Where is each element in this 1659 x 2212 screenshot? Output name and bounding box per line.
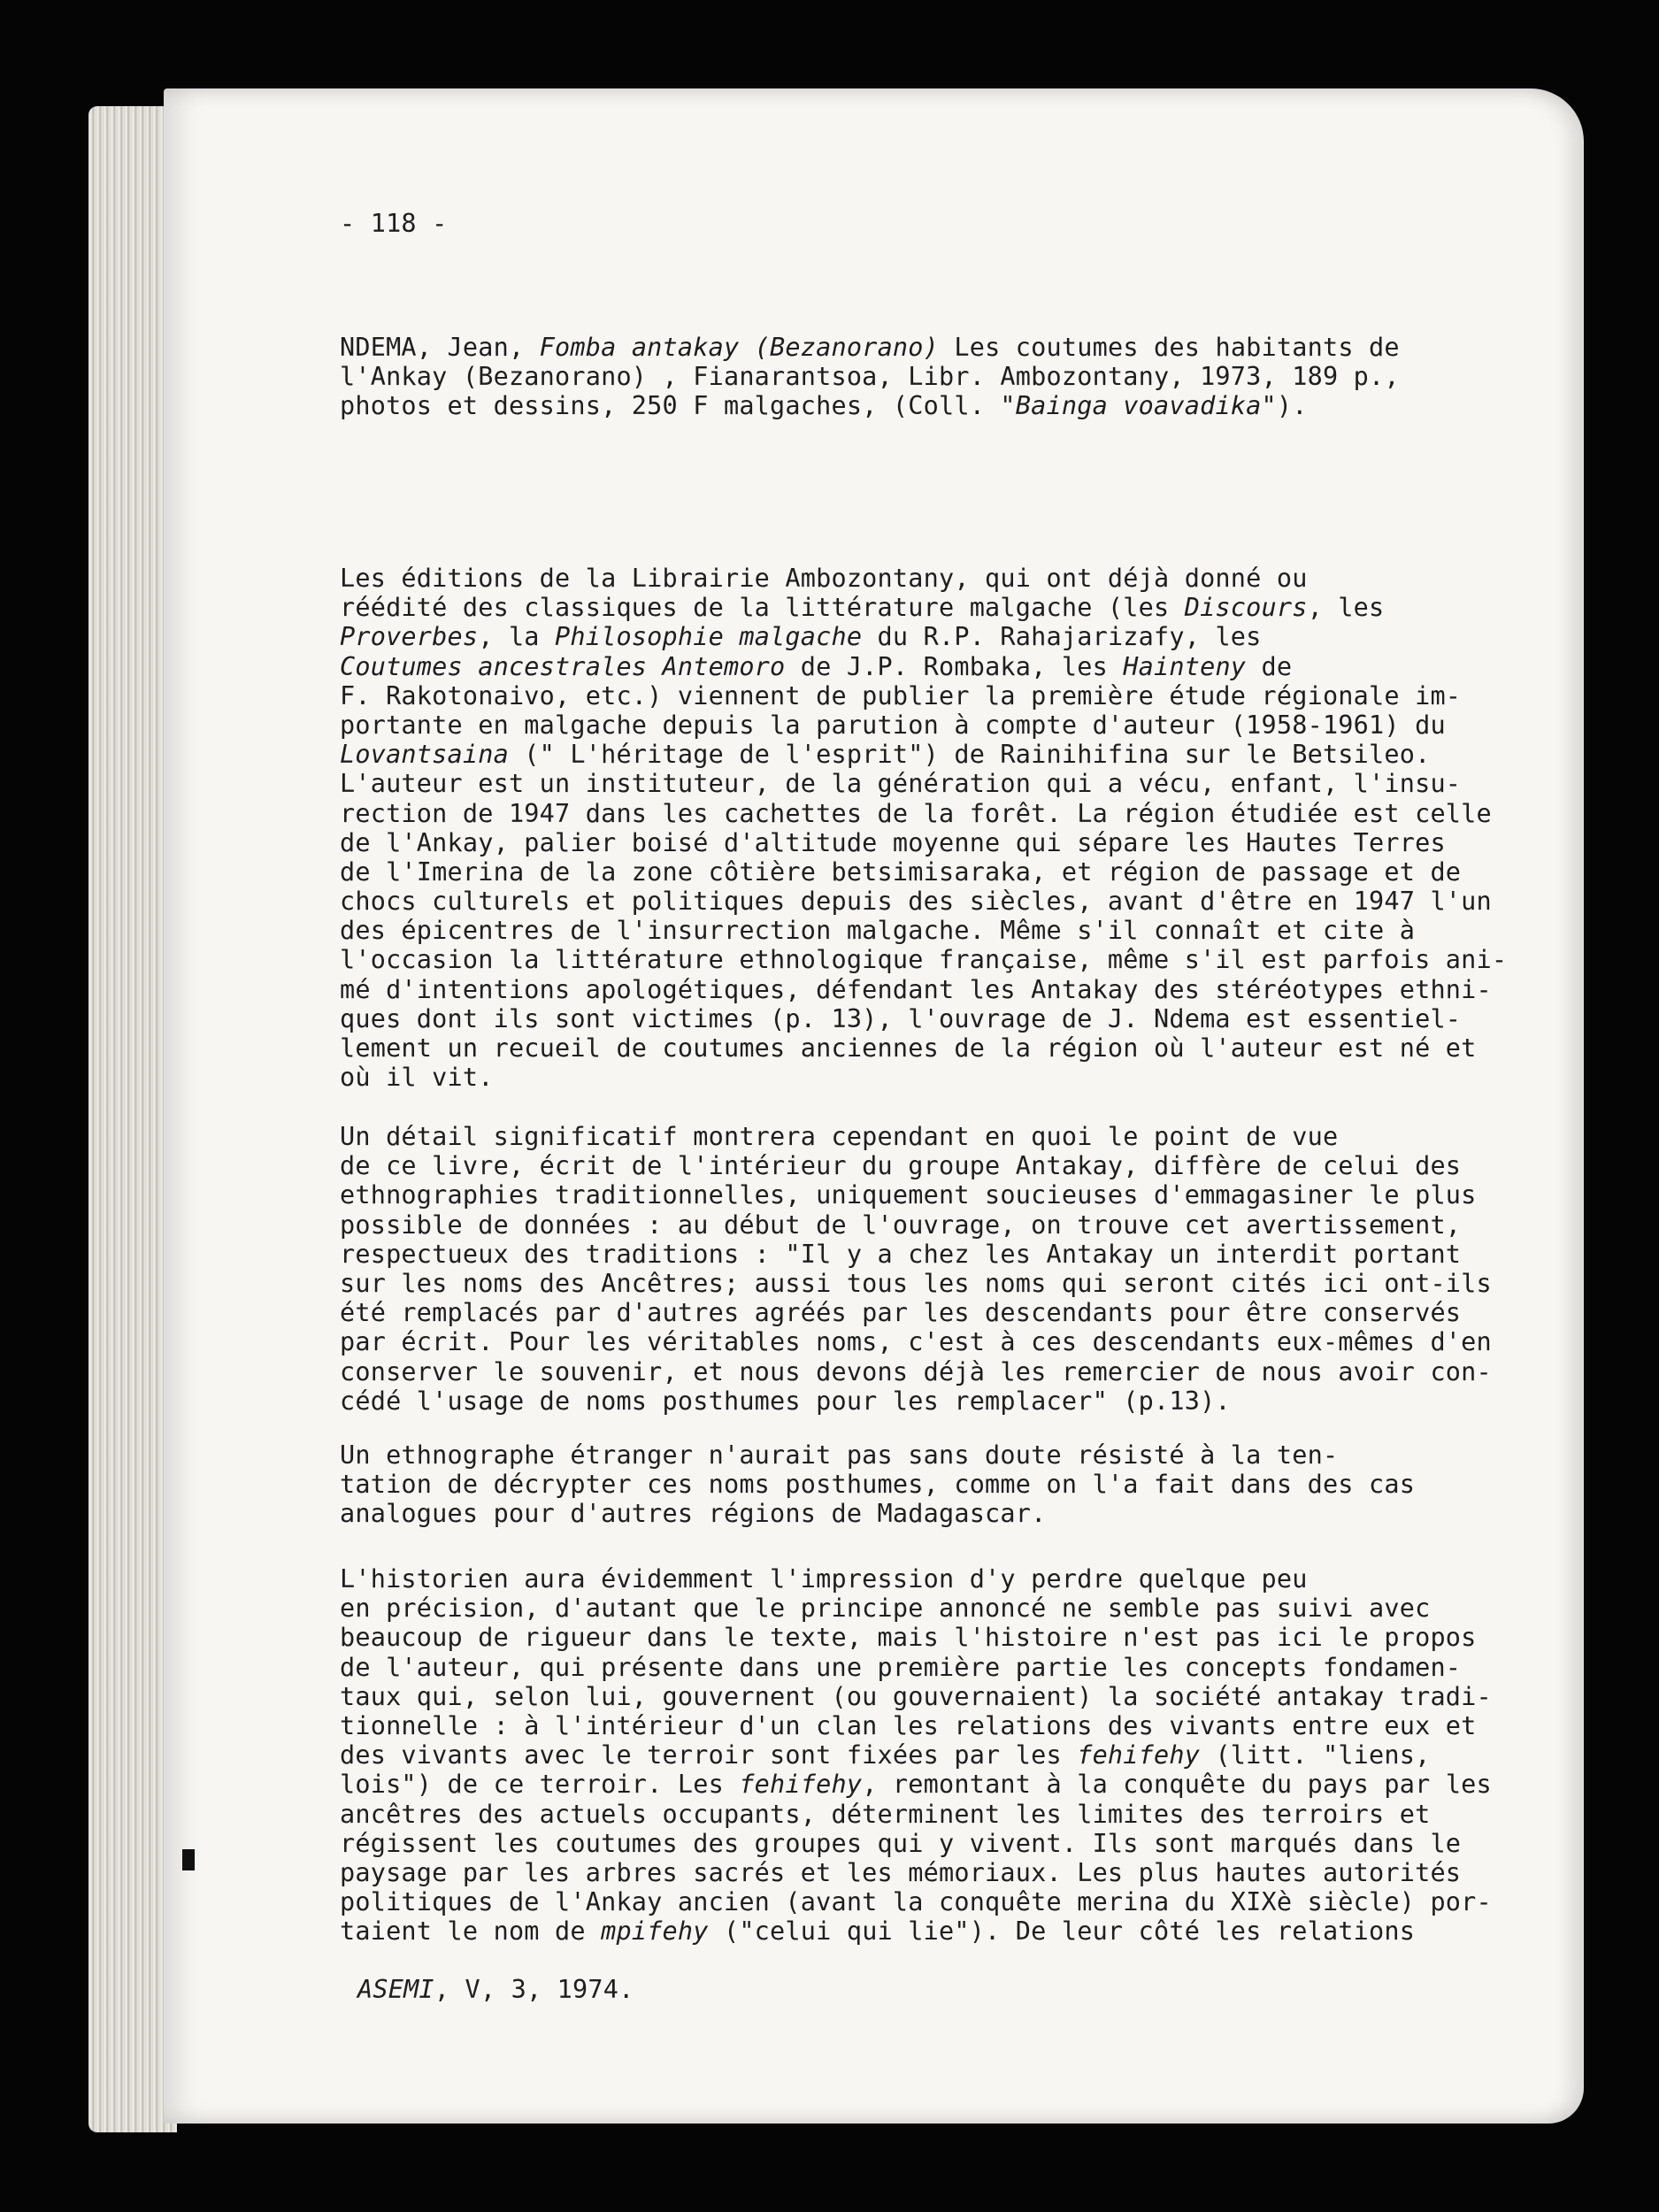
- document-page: [164, 88, 1584, 2124]
- text-line: ethnographies traditionnelles, uniquement soucieuses d'emmagasiner le plus: [340, 1180, 1477, 1210]
- text-line: l'occasion la littérature ethnologique française, même s'il est parfois ani-: [340, 945, 1508, 975]
- text-line: de ce livre, écrit de l'intérieur du groupe Antakay, diffère de celui des: [340, 1151, 1462, 1181]
- text-line: L'historien aura évidemment l'impression d'y perdre quelque peu: [340, 1564, 1308, 1594]
- journal-issue: , V, 3, 1974.: [434, 1975, 634, 2004]
- text-line: où il vit.: [340, 1063, 494, 1093]
- paragraph-2: [340, 1122, 1492, 1416]
- text-line: lement un recueil de coutumes anciennes de la région où l'auteur est né et: [340, 1033, 1477, 1063]
- text-line: taient le nom de mpifehy ("celui qui lie"). De leur côté les relations: [340, 1916, 1416, 1947]
- text-line: tionnelle : à l'intérieur d'un clan les relations des vivants entre eux et: [340, 1710, 1477, 1740]
- text-line: F. Rakotonaivo, etc.) viennent de publier la première étude régionale im-: [340, 680, 1462, 710]
- text-line: politiques de l'Ankay ancien (avant la conquête merina du XIXè siècle) por-: [340, 1887, 1492, 1917]
- text-line: réédité des classiques de la littérature malgache (les Discours, les: [340, 593, 1385, 623]
- text-line: paysage par les arbres sacrés et les mémoriaux. Les plus hautes autorités: [340, 1857, 1462, 1887]
- citation-line-3: photos et dessins, 250 F malgaches, (Coll. "Bainga voavadika").: [340, 391, 1308, 421]
- text-line: par écrit. Pour les véritables noms, c'est à ces descendants eux-mêmes d'en: [340, 1327, 1492, 1357]
- paragraph-4: [340, 1564, 1492, 1946]
- paragraph-3: [340, 1440, 1415, 1529]
- text-line: Un ethnographe étranger n'aurait pas sans doute résisté à la ten-: [340, 1440, 1339, 1470]
- journal-footer: [357, 1975, 634, 2004]
- text-line: L'auteur est un instituteur, de la génération qui a vécu, enfant, l'insu-: [340, 769, 1462, 799]
- text-line: tation de décrypter ces noms posthumes, comme on l'a fait dans des cas: [340, 1470, 1416, 1500]
- text-line: analogues pour d'autres régions de Madagascar.: [340, 1499, 1047, 1529]
- text-line: portante en malgache depuis la parution à compte d'auteur (1958-1961) du: [340, 710, 1446, 740]
- text-line: de l'Imerina de la zone côtière betsimisaraka, et région de passage et de: [340, 856, 1462, 887]
- text-line: en précision, d'autant que le principe annoncé ne semble pas suivi avec: [340, 1594, 1431, 1624]
- text-line: régissent les coutumes des groupes qui y vivent. Ils sont marqués dans le: [340, 1828, 1462, 1858]
- text-line: Coutumes ancestrales Antemoro de J.P. Rombaka, les Hainteny de: [340, 651, 1293, 681]
- journal-name: ASEMI: [357, 1975, 434, 2004]
- text-line: ques dont ils sont victimes (p. 13), l'ouvrage de J. Ndema est essentiel-: [340, 1003, 1462, 1033]
- binding-mark: [182, 1849, 195, 1870]
- text-line: sur les noms des Ancêtres; aussi tous les noms qui seront cités ici ont-ils: [340, 1268, 1492, 1298]
- text-line: lois") de ce terroir. Les fehifehy, remontant à la conquête du pays par les: [340, 1770, 1492, 1800]
- citation-line-1: [340, 333, 1400, 362]
- text-line: Lovantsaina (" L'héritage de l'esprit") de Rainihifina sur le Betsileo.: [340, 740, 1431, 770]
- citation-series: Bainga voavadika: [1015, 391, 1262, 421]
- text-line: cédé l'usage de noms posthumes pour les remplacer" (p.13).: [340, 1386, 1231, 1416]
- bibliographic-citation: [340, 333, 1400, 421]
- text-line: mé d'intentions apologétiques, défendant les Antakay des stéréotypes ethni-: [340, 974, 1492, 1004]
- text-line: rection de 1947 dans les cachettes de la forêt. La région étudiée est celle: [340, 798, 1492, 828]
- text-line: de l'auteur, qui présente dans une première partie les concepts fondamen-: [340, 1652, 1462, 1682]
- text-line: Les éditions de la Librairie Ambozontany, qui ont déjà donné ou: [340, 564, 1308, 593]
- text-line: respectueux des traditions : "Il y a chez les Antakay un interdit portant: [340, 1239, 1462, 1269]
- citation-translation: Les coutumes des habitants de: [954, 333, 1400, 362]
- citation-title: Fomba antakay: [539, 333, 740, 362]
- text-line: chocs culturels et politiques depuis des siècles, avant d'être en 1947 l'un: [340, 887, 1492, 917]
- text-line: des vivants avec le terroir sont fixées par les fehifehy (litt. "liens,: [340, 1740, 1431, 1770]
- citation-author: NDEMA, Jean,: [340, 333, 525, 362]
- text-line: Un détail significatif montrera cependant en quoi le point de vue: [340, 1122, 1339, 1151]
- citation-title-paren: (Bezanorano): [754, 333, 940, 362]
- text-line: conserver le souvenir, et nous devons déjà les remercier de nous avoir con-: [340, 1356, 1492, 1386]
- text-line: taux qui, selon lui, gouvernent (ou gouvernaient) la société antakay tradi-: [340, 1681, 1492, 1711]
- text-line: de l'Ankay, palier boisé d'altitude moyenne qui sépare les Hautes Terres: [340, 827, 1446, 857]
- text-line: des épicentres de l'insurrection malgache. Même s'il connaît et cite à: [340, 916, 1416, 946]
- text-line: été remplacés par d'autres agréés par les descendants pour être conservés: [340, 1298, 1462, 1328]
- text-line: ancêtres des actuels occupants, déterminent les limites des terroirs et: [340, 1799, 1431, 1829]
- text-line: Proverbes, la Philosophie malgache du R.P. Rahajarizafy, les: [340, 622, 1262, 652]
- text-line: beaucoup de rigueur dans le texte, mais l'histoire n'est pas ici le propos: [340, 1623, 1477, 1653]
- page-number: - 118 -: [340, 209, 448, 238]
- citation-line-2: l'Ankay (Bezanorano) , Fianarantsoa, Libr. Ambozontany, 1973, 189 p.,: [340, 362, 1400, 392]
- paragraph-1: [340, 564, 1507, 1092]
- text-line: possible de données : au début de l'ouvrage, on trouve cet avertissement,: [340, 1210, 1462, 1240]
